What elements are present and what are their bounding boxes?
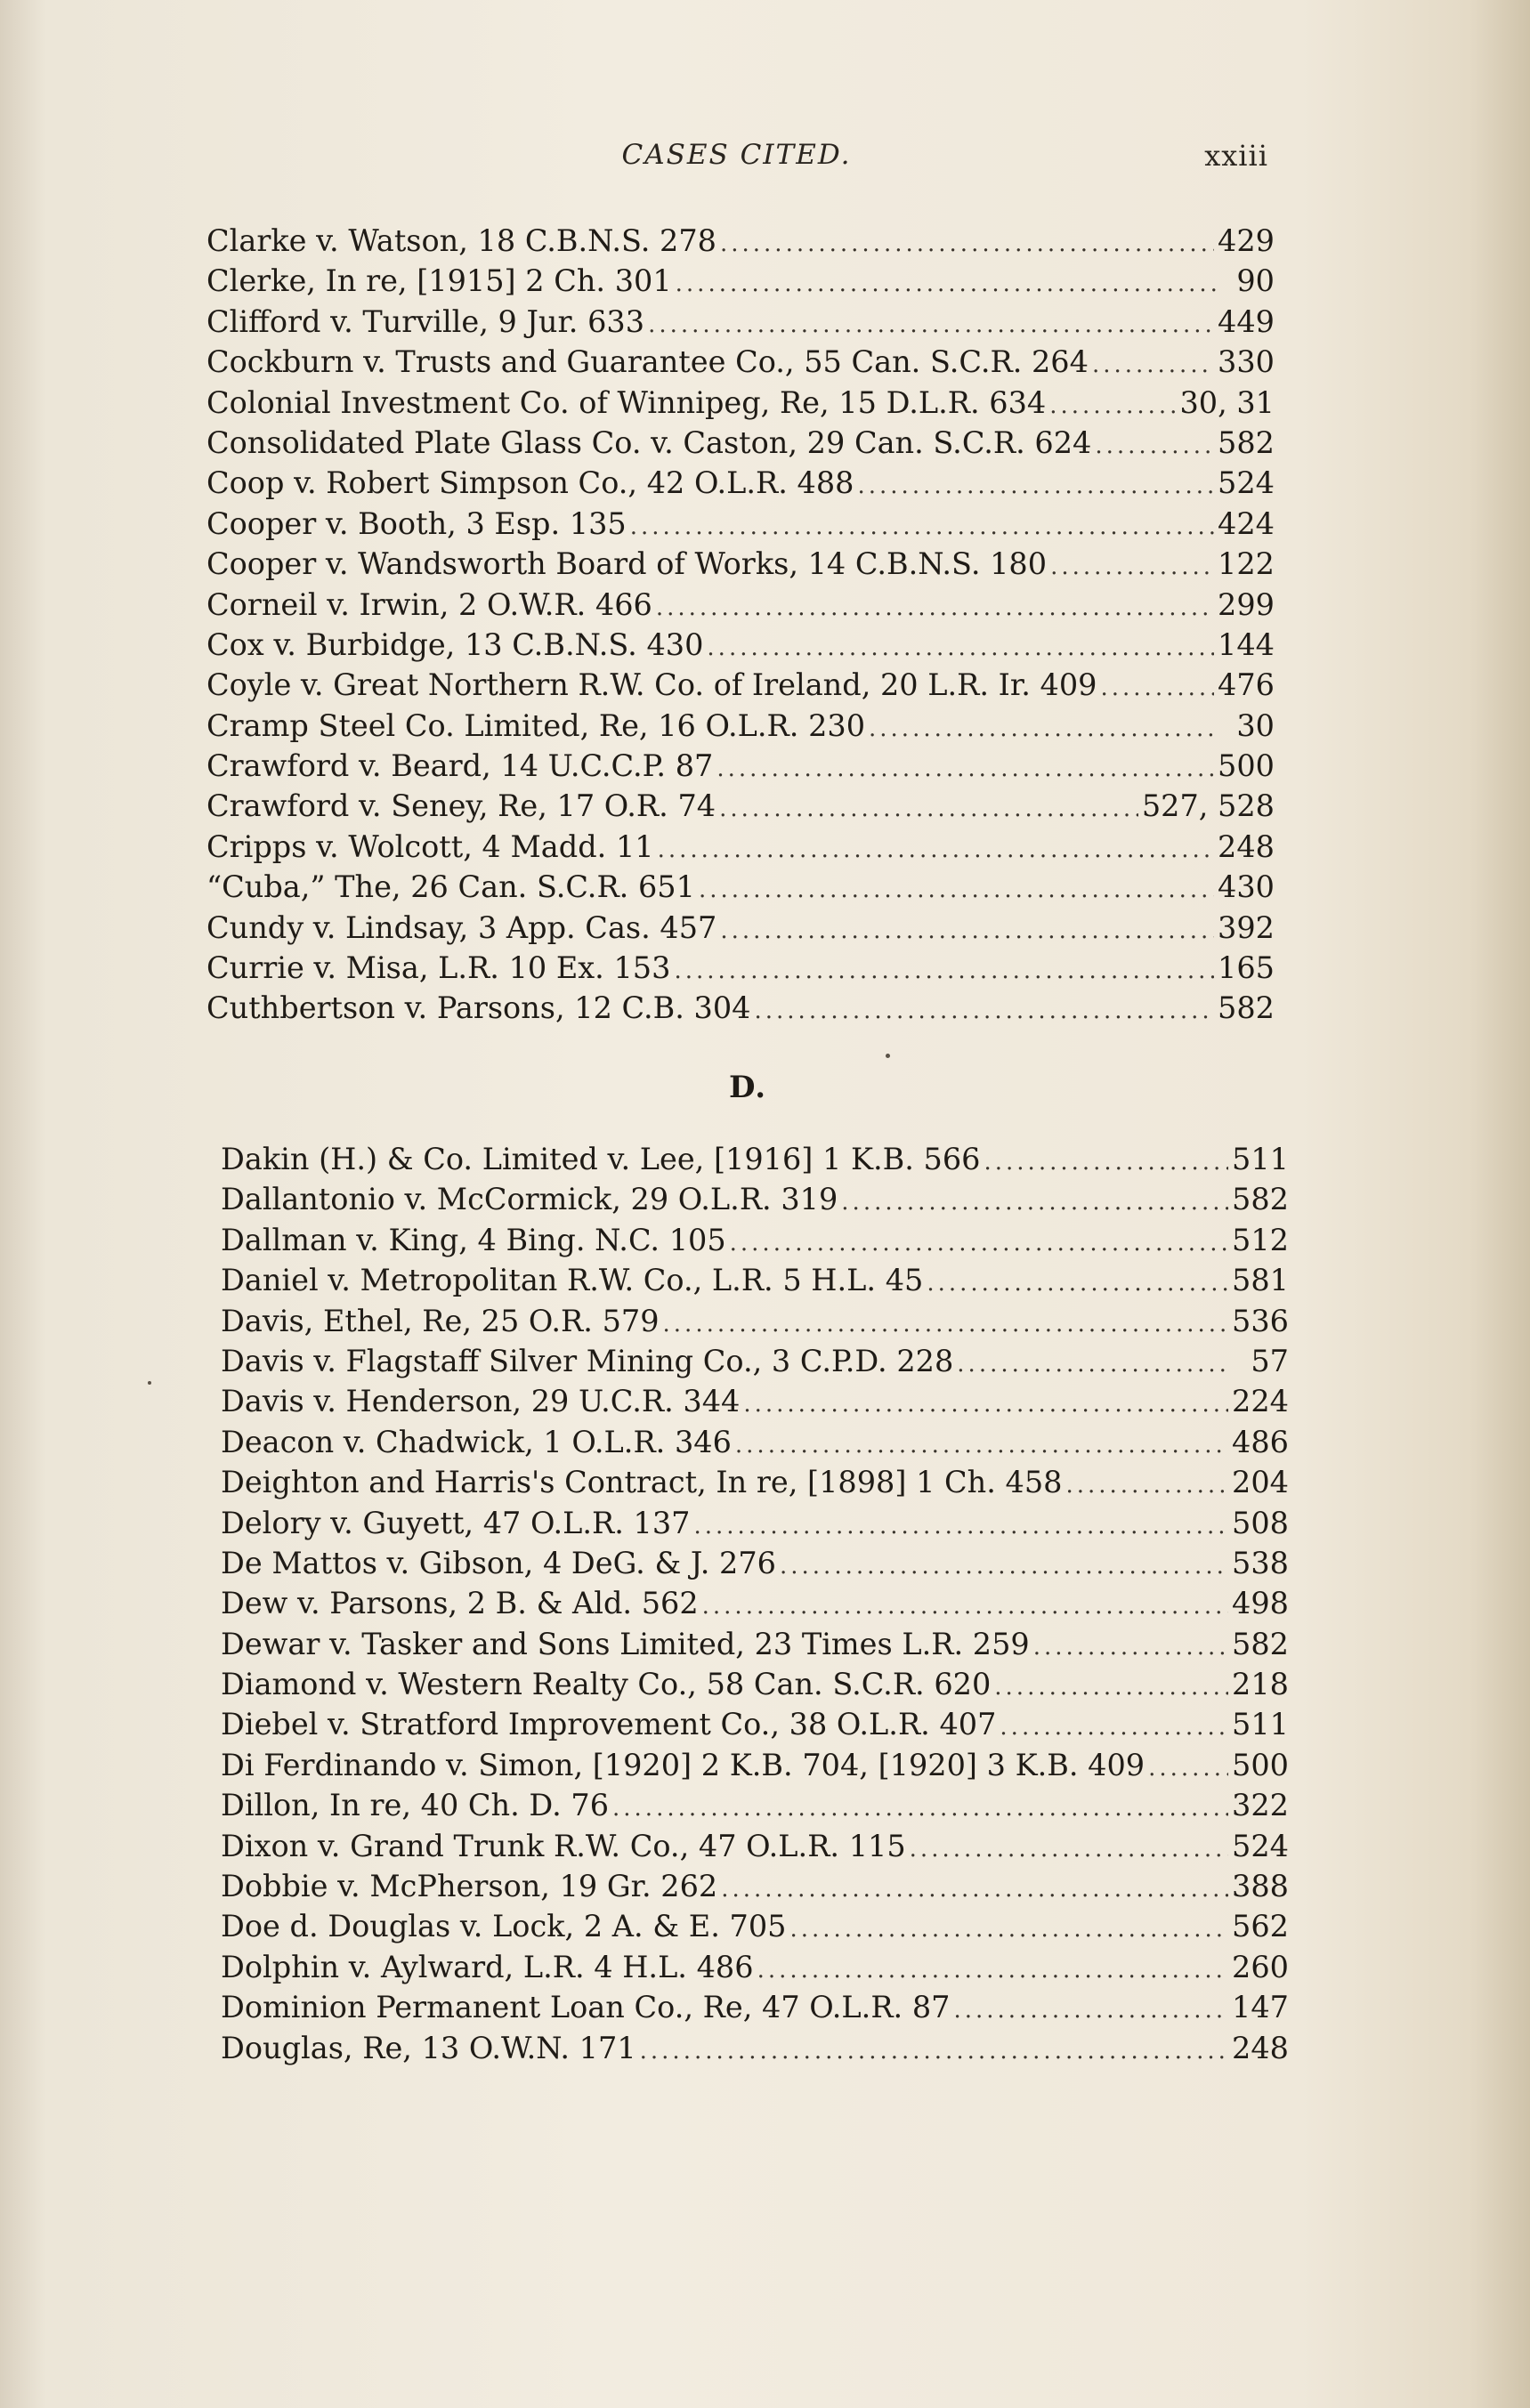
case-citation: Corneil v. Irwin, 2 O.W.R. 466 [206, 586, 652, 622]
case-entry [206, 665, 1275, 705]
dot-leader [674, 951, 1214, 991]
case-entry [221, 1301, 1289, 1341]
page-reference: 581 [1232, 1263, 1289, 1298]
dot-leader [694, 1507, 1229, 1547]
case-citation: Doe d. Douglas v. Lock, 2 A. & E. 705 [221, 1909, 787, 1944]
case-citation: Cramp Steel Co. Limited, Re, 16 O.L.R. 230 [206, 707, 866, 743]
case-entry [206, 908, 1275, 948]
case-citation: Consolidated Plate Glass Co. v. Caston, 29 Can. S.C.R. 624 [206, 424, 1092, 460]
page-reference: 248 [1218, 828, 1275, 864]
dot-leader [1033, 1628, 1228, 1668]
page-reference: 392 [1218, 909, 1275, 945]
page-reference: 524 [1232, 1828, 1289, 1863]
case-entry [206, 544, 1275, 584]
dot-leader [1101, 668, 1215, 708]
dot-leader [648, 305, 1214, 345]
page-reference: 536 [1232, 1303, 1289, 1338]
page-reference: 165 [1218, 950, 1275, 986]
case-citation: Clifford v. Turville, 9 Jur. 633 [206, 303, 645, 339]
case-citation: Davis v. Henderson, 29 U.C.R. 344 [221, 1384, 741, 1419]
dot-leader [716, 749, 1214, 789]
case-entry [206, 504, 1275, 544]
case-entry [221, 1906, 1289, 1946]
dot-leader [676, 264, 1218, 304]
case-citation: Clarke v. Watson, 18 C.B.N.S. 278 [206, 223, 716, 258]
case-citation: Cooper v. Booth, 3 Esp. 135 [206, 505, 627, 541]
case-citation: Dominion Permanent Loan Co., Re, 47 O.L.R. 87 [221, 1990, 951, 2025]
case-citation: Cripps v. Wolcott, 4 Madd. 11 [206, 828, 654, 864]
case-entry [221, 1785, 1289, 1825]
page-reference: 90 [1236, 263, 1275, 299]
case-citation: Daniel v. Metropolitan R.W. Co., L.R. 5 H.L. 45 [221, 1263, 924, 1298]
dot-leader [663, 1305, 1229, 1345]
dot-leader [707, 628, 1214, 668]
dot-leader [630, 507, 1214, 547]
page-reference: 122 [1218, 546, 1275, 582]
case-entry [206, 706, 1275, 746]
dot-leader [743, 1385, 1228, 1425]
page-reference: 248 [1232, 2030, 1289, 2065]
page-number: xxiii [1204, 139, 1268, 173]
case-entry [221, 1664, 1289, 1704]
case-citation: Cox v. Burbidge, 13 C.B.N.S. 430 [206, 626, 704, 662]
page-reference: 204 [1232, 1465, 1289, 1500]
case-citation: Dixon v. Grand Trunk R.W. Co., 47 O.L.R. 115 [221, 1828, 906, 1863]
dot-leader [720, 224, 1214, 264]
page-reference: 511 [1232, 1142, 1289, 1176]
case-entry [206, 867, 1275, 907]
dot-leader [957, 1345, 1232, 1385]
dot-leader [927, 1264, 1228, 1304]
page-reference: 512 [1232, 1222, 1289, 1257]
case-entry [221, 1987, 1289, 2027]
case-entry [206, 948, 1275, 988]
dot-leader [612, 1789, 1228, 1829]
dot-leader [721, 1870, 1228, 1910]
page-reference: 511 [1232, 1707, 1289, 1742]
case-entry [221, 1220, 1289, 1260]
case-citation: Cooper v. Wandsworth Board of Works, 14 C.B.N.S. 180 [206, 546, 1048, 582]
dot-leader [720, 911, 1214, 951]
dot-leader [730, 1224, 1228, 1264]
page-reference: 476 [1218, 667, 1275, 703]
case-citation: Cuthbertson v. Parsons, 12 C.B. 304 [206, 990, 751, 1026]
dot-leader [789, 1910, 1228, 1950]
page-reference: 582 [1218, 424, 1275, 460]
case-citation: Cockburn v. Trusts and Guarantee Co., 55 Can. S.C.R. 264 [206, 344, 1089, 380]
dot-leader [841, 1183, 1228, 1223]
case-citation: Delory v. Guyett, 47 O.L.R. 137 [221, 1505, 691, 1540]
dot-leader [1148, 1749, 1228, 1789]
case-citation: “Cuba,” The, 26 Can. S.C.R. 651 [206, 869, 695, 905]
case-citation: Dobbie v. McPherson, 19 Gr. 262 [221, 1869, 718, 1904]
case-entry [221, 1583, 1289, 1623]
case-citation: Colonial Investment Co. of Winnipeg, Re, 15 D.L.R. 634 [206, 384, 1047, 420]
page-reference: 582 [1232, 1626, 1289, 1661]
case-entry [221, 1503, 1289, 1543]
case-citation: Cundy v. Lindsay, 3 App. Cas. 457 [206, 909, 717, 945]
dot-leader [656, 588, 1214, 628]
case-citation: Dolphin v. Aylward, L.R. 4 H.L. 486 [221, 1949, 754, 1984]
case-citation: Dallantonio v. McCormick, 29 O.L.R. 319 [221, 1182, 838, 1217]
page-reference: 449 [1218, 303, 1275, 339]
dot-leader [640, 2032, 1228, 2072]
page-reference: 430 [1218, 869, 1275, 905]
case-entry [221, 1462, 1289, 1502]
case-entry [206, 221, 1275, 261]
dot-leader [869, 709, 1218, 749]
dot-leader [755, 991, 1215, 1031]
case-citation: Dew v. Parsons, 2 B. & Ald. 562 [221, 1586, 699, 1621]
case-entry [221, 1260, 1289, 1300]
case-entry [206, 827, 1275, 867]
dot-leader [1049, 386, 1176, 426]
page-reference: 500 [1218, 748, 1275, 784]
page-reference: 498 [1232, 1586, 1289, 1621]
case-citation: De Mattos v. Gibson, 4 DeG. & J. 276 [221, 1545, 776, 1580]
case-entry [221, 1745, 1289, 1785]
case-entry [206, 302, 1275, 342]
case-entry [221, 1866, 1289, 1906]
case-entry [206, 463, 1275, 503]
page-reference: 260 [1232, 1949, 1289, 1984]
dot-leader [702, 1587, 1228, 1627]
case-entry [221, 1947, 1289, 1987]
case-entry [206, 746, 1275, 786]
paper-speck [148, 1381, 151, 1385]
page-reference: 30 [1236, 707, 1275, 743]
dot-leader [1092, 345, 1214, 385]
dot-leader [699, 870, 1214, 910]
page-reference: 424 [1218, 505, 1275, 541]
page-reference: 562 [1232, 1909, 1289, 1944]
running-title: CASES CITED. [621, 139, 852, 171]
case-entry [221, 1543, 1289, 1583]
case-entry [221, 1704, 1289, 1744]
dot-leader [735, 1426, 1228, 1466]
case-citation: Dakin (H.) & Co. Limited v. Lee, [1916] 1 K.B. 566 [221, 1142, 981, 1176]
case-citation: Di Ferdinando v. Simon, [1920] 2 K.B. 704, [1920] 3 K.B. 409 [221, 1747, 1145, 1782]
dot-leader [858, 466, 1215, 506]
section-heading-d: D. [728, 1070, 767, 1105]
case-citation: Dewar v. Tasker and Sons Limited, 23 Times L.R. 259 [221, 1626, 1030, 1661]
case-citation: Crawford v. Seney, Re, 17 O.R. 74 [206, 788, 716, 824]
case-entry [206, 625, 1275, 665]
page-reference: 30, 31 [1179, 384, 1275, 420]
case-entry [206, 383, 1275, 423]
case-entry [221, 1341, 1289, 1381]
dot-leader [757, 1951, 1228, 1991]
page-reference: 429 [1218, 223, 1275, 258]
page-reference: 224 [1232, 1384, 1289, 1419]
dot-leader [658, 830, 1214, 870]
page-reference: 57 [1251, 1343, 1289, 1378]
case-entry [206, 786, 1275, 826]
paper-speck [886, 1054, 890, 1058]
section-c-list [206, 221, 1275, 1029]
page-reference: 538 [1232, 1545, 1289, 1580]
case-citation: Davis, Ethel, Re, 25 O.R. 579 [221, 1303, 660, 1338]
case-citation: Diamond v. Western Realty Co., 58 Can. S.C.R. 620 [221, 1667, 992, 1702]
page-reference: 582 [1218, 990, 1275, 1026]
case-citation: Davis v. Flagstaff Silver Mining Co., 3 C.P.D. 228 [221, 1343, 954, 1378]
page-reference: 322 [1232, 1788, 1289, 1823]
dot-leader [994, 1668, 1228, 1708]
case-entry [206, 342, 1275, 382]
page-reference: 218 [1232, 1667, 1289, 1702]
case-entry [206, 423, 1275, 463]
case-entry [221, 1139, 1289, 1179]
case-citation: Crawford v. Beard, 14 U.C.C.P. 87 [206, 748, 714, 784]
running-head [205, 139, 1268, 174]
case-citation: Douglas, Re, 13 O.W.N. 171 [221, 2030, 636, 2065]
dot-leader [1065, 1466, 1228, 1506]
case-citation: Dillon, In re, 40 Ch. D. 76 [221, 1788, 610, 1823]
case-citation: Deighton and Harris's Contract, In re, [1898] 1 Ch. 458 [221, 1465, 1063, 1500]
dot-leader [1000, 1708, 1228, 1748]
page-reference: 582 [1232, 1182, 1289, 1217]
page-reference: 144 [1218, 626, 1275, 662]
page-reference: 524 [1218, 465, 1275, 501]
dot-leader [984, 1143, 1229, 1183]
case-citation: Diebel v. Stratford Improvement Co., 38 O.L.R. 407 [221, 1707, 997, 1742]
dot-leader [719, 789, 1138, 829]
case-entry [206, 261, 1275, 301]
case-entry [221, 1624, 1289, 1664]
page-reference: 330 [1218, 344, 1275, 380]
page-reference: 486 [1232, 1424, 1289, 1459]
dot-leader [1095, 426, 1214, 466]
case-entry [221, 1381, 1289, 1421]
dot-leader [953, 1991, 1228, 2031]
case-entry [221, 1826, 1289, 1866]
case-citation: Coop v. Robert Simpson Co., 42 O.L.R. 488 [206, 465, 854, 501]
page-reference: 500 [1232, 1747, 1289, 1782]
case-citation: Currie v. Misa, L.R. 10 Ex. 153 [206, 950, 671, 986]
page-reference: 388 [1232, 1869, 1289, 1904]
case-citation: Clerke, In re, [1915] 2 Ch. 301 [206, 263, 672, 299]
page-reference: 147 [1232, 1990, 1289, 2025]
case-citation: Coyle v. Great Northern R.W. Co. of Ireland, 20 L.R. Ir. 409 [206, 667, 1097, 703]
page-reference: 299 [1218, 586, 1275, 622]
page-reference: 527, 528 [1141, 788, 1275, 824]
case-entry [206, 585, 1275, 625]
case-entry [221, 1179, 1289, 1219]
case-entry [221, 2028, 1289, 2068]
case-entry [221, 1422, 1289, 1462]
case-citation: Dallman v. King, 4 Bing. N.C. 105 [221, 1222, 726, 1257]
case-citation: Deacon v. Chadwick, 1 O.L.R. 346 [221, 1424, 732, 1459]
page-reference: 508 [1232, 1505, 1289, 1540]
case-entry [206, 988, 1275, 1028]
dot-leader [910, 1830, 1228, 1870]
section-d-list [221, 1139, 1289, 2068]
dot-leader [780, 1547, 1228, 1587]
dot-leader [1050, 547, 1214, 587]
